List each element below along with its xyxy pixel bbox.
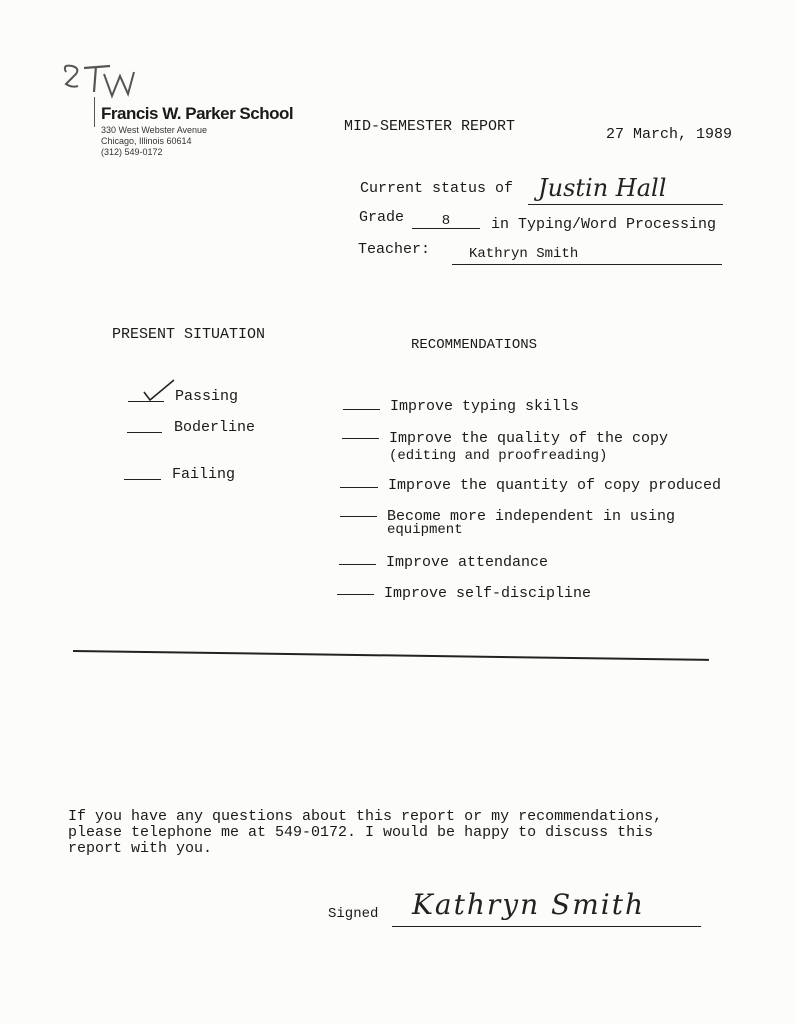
teacher-name: Kathryn Smith (469, 246, 579, 262)
school-phone: (312) 549-0172 (101, 147, 163, 157)
grade-label: Grade (359, 209, 405, 226)
rec-item-1: Improve typing skills (390, 398, 580, 415)
rec-line-2 (342, 438, 379, 439)
school-address-line2: Chicago, Illinois 60614 (101, 136, 192, 146)
status-label: Current status of (360, 180, 514, 197)
rec-line-4 (340, 516, 377, 517)
closing-line-2: please telephone me at 549-0172. I would be happy to discuss this (68, 824, 654, 841)
grade-value: 8 (441, 213, 451, 229)
option-borderline: Boderline (174, 419, 256, 436)
recommendations-heading: RECOMMENDATIONS (411, 337, 538, 353)
signature: Kathryn Smith (412, 888, 646, 921)
signed-label: Signed (328, 906, 379, 922)
section-divider (73, 650, 709, 660)
rec-item-5: Improve attendance (386, 554, 549, 571)
teacher-label: Teacher: (358, 241, 431, 258)
present-situation-heading: PRESENT SITUATION (112, 326, 266, 343)
signature-field (392, 888, 701, 927)
checkmark-icon (140, 376, 180, 409)
letterhead-divider (94, 97, 95, 127)
student-name: Justin Hall (538, 174, 667, 202)
rec-item-4: Become more independent in using (387, 508, 676, 525)
student-name-field (528, 174, 723, 205)
option-passing: Passing (175, 388, 239, 405)
rec-item-6: Improve self-discipline (384, 585, 592, 602)
closing-line-1: If you have any questions about this report or my recommendations, (68, 808, 663, 825)
rec-item-4-sub: equipment (387, 522, 463, 538)
option-failing: Failing (172, 466, 236, 483)
report-title: MID-SEMESTER REPORT (344, 118, 516, 135)
school-name: Francis W. Parker School (101, 104, 294, 123)
subject-text: in Typing/Word Processing (491, 216, 717, 233)
grade-field (412, 212, 480, 229)
rec-item-3: Improve the quantity of copy produced (388, 477, 722, 494)
rec-line-5 (339, 564, 376, 565)
rec-item-2-sub: (editing and proofreading) (389, 448, 608, 464)
rec-item-2: Improve the quality of the copy (389, 430, 669, 447)
report-date: 27 March, 1989 (606, 126, 733, 143)
closing-line-3: report with you. (68, 840, 213, 857)
rec-line-6 (337, 594, 374, 595)
teacher-name-field (452, 244, 722, 265)
borderline-check-line (127, 432, 162, 433)
failing-check-line (124, 479, 161, 480)
rec-line-3 (340, 487, 378, 488)
school-address-line1: 330 West Webster Avenue (101, 125, 208, 135)
rec-line-1 (343, 409, 380, 410)
school-logo (58, 58, 138, 108)
